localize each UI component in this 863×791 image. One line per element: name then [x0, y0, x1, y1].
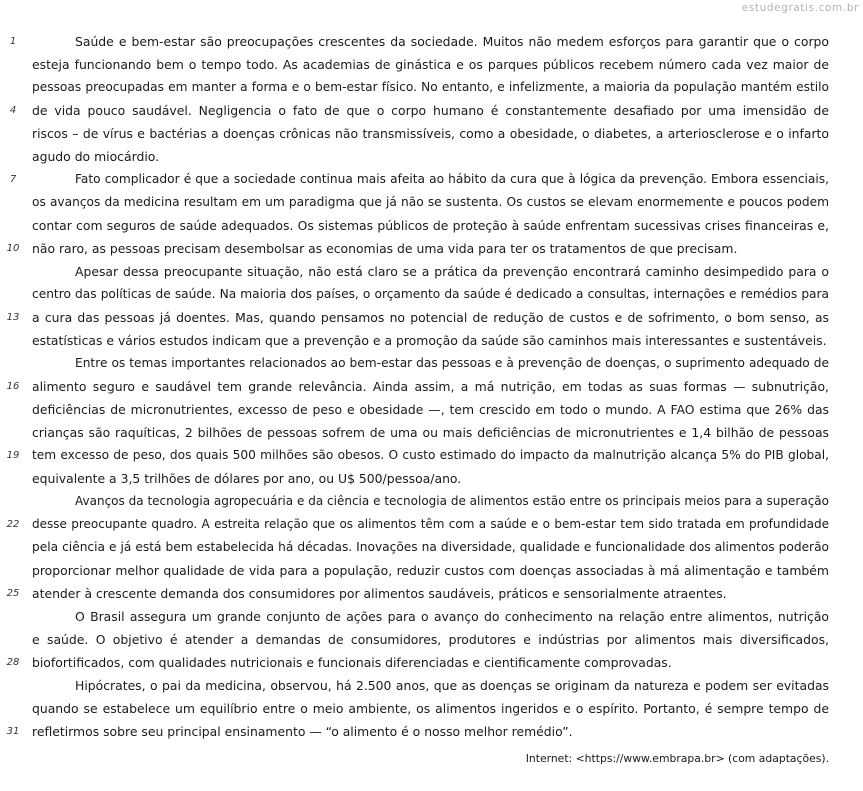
watermark: estudegratis.com.br [741, 2, 859, 14]
text-line [0, 490, 863, 513]
text-line [0, 605, 863, 628]
line-text: O Brasil assegura um grande conjunto de ações para o avanço do conhecimento na relação entre alimentos, nutrição [75, 609, 829, 624]
line-text: não raro, as pessoas precisam desembolsar as economias de uma vida para ter os tratamentos de que precisam. [32, 241, 738, 256]
text-line [0, 191, 863, 214]
line-text: deficiências de micronutrientes, excesso de peso e obesidade —, tem crescido em todo o mundo. A FAO estima que 26% das [32, 402, 829, 417]
text-line [0, 513, 863, 536]
line-text: refletirmos sobre seu principal ensinamento — “o alimento é o nosso melhor remédio”. [32, 724, 573, 739]
text-line [0, 651, 863, 674]
text-line [0, 283, 863, 306]
text-line [0, 697, 863, 720]
text-line [0, 444, 863, 467]
text-line [0, 145, 863, 168]
text-line [0, 214, 863, 237]
line-text: Saúde e bem-estar são preocupações crescentes da sociedade. Muitos não medem esforços para garantir que o corpo [75, 34, 829, 49]
source-citation: Internet: <https://www.embrapa.br> (com adaptações). [525, 752, 829, 765]
line-text: Fato complicador é que a sociedade continua mais afeita ao hábito da cura que à lógica da prevenção. Embora essenciais, [75, 172, 829, 186]
text-line [0, 168, 863, 191]
line-text: pela ciência e já está bem estabelecida há décadas. Inovações na diversidade, qualidade e funcionalidade dos alimentos poderão [32, 540, 829, 554]
text-line [0, 306, 863, 329]
line-text: pessoas preocupadas em manter a forma e o bem-estar físico. No entanto, e infelizmente, a maioria da população mantém estilo [32, 80, 829, 94]
text-line [0, 628, 863, 651]
line-text: desse preocupante quadro. A estreita relação que os alimentos têm com a saúde e o bem-estar tem sido tratada em profundidade [32, 517, 829, 531]
line-text: quando se estabelece um equilíbrio entre o meio ambiente, os alimentos ingeridos e o espírito. Portanto, é sempre tempo de [32, 701, 829, 716]
line-number: 13 [6, 312, 20, 323]
text-line [0, 467, 863, 490]
text-line [0, 122, 863, 145]
line-text: estatísticas e vários estudos indicam que a prevenção e a promoção da saúde são caminhos mais interessantes e sustentáveis. [32, 333, 827, 348]
text-line [0, 536, 863, 559]
line-text: proporcionar melhor qualidade de vida para a população, reduzir custos com doenças associadas à má alimentação e também [32, 563, 829, 578]
line-text: de vida pouco saudável. Negligencia o fato de que o corpo humano é constantemente desafiado por uma imensidão de [32, 103, 829, 118]
text-line [0, 375, 863, 398]
line-number: 1 [9, 36, 17, 47]
text-line [0, 329, 863, 352]
text-line [0, 720, 863, 743]
text-line [0, 237, 863, 260]
text-line [0, 559, 863, 582]
line-number: 31 [6, 726, 20, 737]
text-line [0, 53, 863, 76]
line-text: equivalente a 3,5 trilhões de dólares por ano, ou U$ 500/pessoa/ano. [32, 471, 462, 486]
line-number: 7 [9, 174, 17, 185]
line-text: alimento seguro e saudável tem grande relevância. Ainda assim, a má nutrição, em todas as suas formas — subnutrição, [32, 379, 829, 394]
text-line [0, 674, 863, 697]
line-text: Apesar dessa preocupante situação, não está claro se a prática da prevenção encontrará caminho desimpedido para o [75, 264, 829, 279]
text-line [0, 76, 863, 99]
text-line [0, 352, 863, 375]
line-text: Avanços da tecnologia agropecuária e da ciência e tecnologia de alimentos estão entre os principais meios para a superação [75, 494, 829, 508]
line-number: 19 [6, 450, 20, 461]
line-text: esteja funcionando bem o tempo todo. As academias de ginástica e os parques públicos recebem número cada vez maior de [32, 57, 829, 72]
line-number: 28 [6, 657, 20, 668]
text-line [0, 260, 863, 283]
line-text: contar com seguros de saúde adequados. Os sistemas públicos de proteção à saúde enfrentam sucessivas crises financeiras e, [32, 218, 829, 233]
line-text: biofortificados, com qualidades nutricionais e funcionais diferenciadas e cientificamente comprovadas. [32, 655, 672, 670]
line-text: e saúde. O objetivo é atender a demandas de consumidores, produtores e indústrias por alimentos mais diversificados, [32, 632, 829, 647]
line-text: crianças são raquíticas, 2 bilhões de pessoas sofrem de uma ou mais deficiências de micronutrientes e 1,4 bilhão de pessoas [32, 425, 829, 440]
line-text: atender à crescente demanda dos consumidores por alimentos saudáveis, práticos e sensorialmente atraentes. [32, 586, 727, 601]
line-text: os avanços da medicina resultam em um paradigma que já não se sustenta. Os custos se elevam enormemente e poucos podem [32, 195, 829, 209]
line-text: tem excesso de peso, dos quais 500 milhões são obesos. O custo estimado do impacto da malnutrição alcança 5% do PIB global, [32, 448, 829, 462]
line-text: agudo do miocárdio. [32, 149, 160, 164]
line-text: a cura das pessoas já doentes. Mas, quando pensamos no potencial de redução de custos e de sofrimento, o bom senso, as [32, 310, 829, 325]
line-text: centro das políticas de saúde. Na maioria dos países, o orçamento da saúde é dedicado a consultas, internações e remédios para [32, 287, 829, 301]
line-number: 4 [9, 105, 17, 116]
text-line [0, 30, 863, 53]
line-text: Hipócrates, o pai da medicina, observou, há 2.500 anos, que as doenças se originam da natureza e podem ser evitadas [75, 678, 829, 693]
line-number: 10 [6, 243, 20, 254]
line-number: 25 [6, 588, 20, 599]
line-number: 22 [6, 519, 20, 530]
article-text [0, 30, 863, 743]
line-number: 16 [6, 381, 20, 392]
text-line [0, 398, 863, 421]
text-line [0, 582, 863, 605]
text-line [0, 421, 863, 444]
line-text: riscos – de vírus e bactérias a doenças crônicas não transmissíveis, como a obesidade, o diabetes, a arteriosclerose e o infarto [32, 126, 829, 141]
line-text: Entre os temas importantes relacionados ao bem-estar das pessoas e à prevenção de doenças, o suprimento adequado de [75, 356, 829, 370]
text-line [0, 99, 863, 122]
